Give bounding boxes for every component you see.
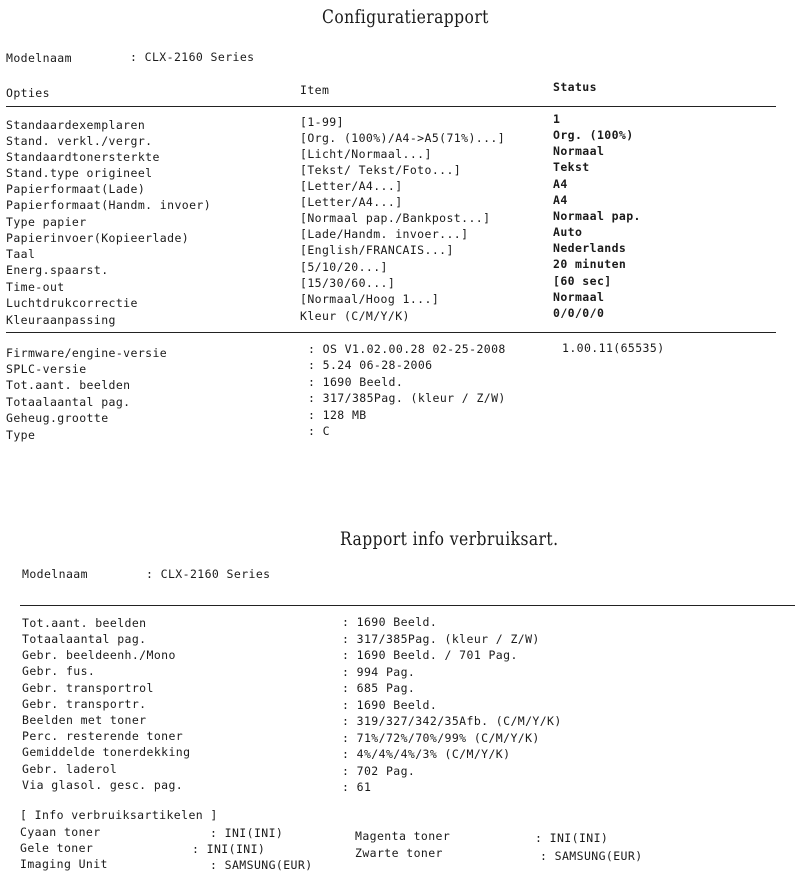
supply-label: Tot.aant. beelden [22, 616, 147, 630]
option-label: Luchtdrukcorrectie [6, 296, 138, 310]
option-status: 20 minuten [553, 257, 627, 271]
option-status: Tekst [553, 160, 590, 174]
info-label: Tot.aant. beelden [6, 378, 131, 392]
option-label: Papierformaat(Handm. invoer) [6, 198, 212, 212]
supply-value: : 994 Pag. [342, 665, 416, 679]
supplies-model-label: Modelnaam [22, 567, 88, 581]
option-status: 1 [553, 112, 561, 126]
model-value: : CLX-2160 Series [130, 50, 255, 64]
option-status: Normaal [553, 290, 605, 304]
info-label: Totaalaantal pag. [6, 395, 131, 409]
option-label: Kleuraanpassing [6, 313, 116, 327]
option-item: [1-99] [300, 115, 344, 129]
option-label: Stand.type origineel [6, 166, 153, 180]
supply-label: Gebr. fus. [22, 664, 96, 678]
consumable-value: : SAMSUNG(EUR) [210, 858, 313, 872]
header-options: Opties [6, 86, 50, 100]
option-label: Taal [6, 247, 36, 261]
supply-label: Via glasol. gesc. pag. [22, 778, 184, 792]
option-item: [Lade/Handm. invoer...] [300, 227, 469, 241]
option-item: [15/30/60...] [300, 276, 396, 290]
supplies-model-value: : CLX-2160 Series [146, 567, 271, 581]
option-label: Energ.spaarst. [6, 263, 109, 277]
info-value: : 128 MB [308, 408, 367, 422]
info-label: Type [6, 428, 36, 442]
option-item: [Licht/Normaal...] [300, 147, 432, 161]
option-item: [Letter/A4...] [300, 179, 403, 193]
info-value: : 5.24 06-28-2006 [308, 358, 433, 372]
option-label: Type papier [6, 215, 87, 229]
supplies-report-title: Rapport info verbruiksart. [340, 528, 559, 550]
supply-label: Gebr. beeldeenh./Mono [22, 648, 176, 662]
consumable-label: Imaging Unit [20, 857, 108, 871]
consumables-info-header: [ Info verbruiksartikelen ] [20, 808, 218, 822]
supply-value: : 1690 Beeld. / 701 Pag. [342, 648, 518, 662]
option-label: Time-out [6, 280, 65, 294]
supply-label: Gebr. transportr. [22, 697, 147, 711]
model-label: Modelnaam [6, 51, 72, 65]
supply-label: Gemiddelde tonerdekking [22, 745, 191, 759]
supply-label: Beelden met toner [22, 713, 147, 727]
supply-value: : 1690 Beeld. [342, 698, 438, 712]
supply-label: Gebr. transportrol [22, 681, 154, 695]
option-item: [English/FRANCAIS...] [300, 243, 454, 257]
consumable-label: Cyaan toner [20, 825, 101, 839]
option-status: Normaal pap. [553, 209, 641, 223]
supply-label: Totaalaantal pag. [22, 632, 147, 646]
option-item: Kleur (C/M/Y/K) [300, 309, 410, 323]
option-item: [Normaal pap./Bankpost...] [300, 211, 491, 225]
info-value: : 317/385Pag. (kleur / Z/W) [308, 391, 506, 405]
supply-value: : 1690 Beeld. [342, 615, 438, 629]
header-divider [6, 106, 776, 107]
option-item: [Org. (100%)/A4->A5(71%)...] [300, 131, 506, 145]
supply-value: : 317/385Pag. (kleur / Z/W) [342, 632, 540, 646]
supply-value: : 71%/72%/70%/99% (C/M/Y/K) [342, 731, 540, 745]
header-status: Status [553, 80, 597, 94]
consumable-value: : SAMSUNG(EUR) [540, 849, 643, 863]
info-label: Firmware/engine-versie [6, 346, 168, 360]
consumable-label: Magenta toner [355, 829, 451, 843]
header-item: Item [300, 83, 330, 97]
consumable-label: Gele toner [20, 841, 94, 855]
option-status: [60 sec] [553, 274, 612, 288]
supplies-divider [20, 605, 795, 606]
consumable-value: : INI(INI) [535, 831, 609, 845]
option-status: Normaal [553, 144, 605, 158]
consumable-value: : INI(INI) [210, 826, 284, 840]
info-label: SPLC-versie [6, 362, 87, 376]
supply-label: Perc. resterende toner [22, 729, 184, 743]
option-status: A4 [553, 193, 568, 207]
option-label: Standaardtonersterkte [6, 150, 160, 164]
supply-value: : 61 [342, 780, 372, 794]
option-label: Papierinvoer(Kopieerlade) [6, 231, 190, 245]
info-value: : C [308, 424, 330, 438]
info-label: Geheug.grootte [6, 411, 109, 425]
option-status: 0/0/0/0 [553, 306, 605, 320]
option-status: Org. (100%) [553, 128, 634, 142]
info-extra: 1.00.11(65535) [562, 341, 665, 355]
option-status: A4 [553, 177, 568, 191]
option-status: Auto [553, 225, 583, 239]
section-divider [6, 332, 776, 333]
option-item: [5/10/20...] [300, 260, 388, 274]
option-label: Standaardexemplaren [6, 118, 146, 132]
supply-value: : 702 Pag. [342, 764, 416, 778]
supply-value: : 685 Pag. [342, 681, 416, 695]
option-item: [Letter/A4...] [300, 195, 403, 209]
option-status: Nederlands [553, 241, 627, 255]
info-value: : OS V1.02.00.28 02-25-2008 [308, 342, 506, 356]
supply-value: : 4%/4%/4%/3% (C/M/Y/K) [342, 747, 511, 761]
supply-value: : 319/327/342/35Afb. (C/M/Y/K) [342, 714, 562, 728]
option-label: Papierformaat(Lade) [6, 182, 146, 196]
option-item: [Normaal/Hoog 1...] [300, 292, 440, 306]
consumable-label: Zwarte toner [355, 846, 443, 860]
option-item: [Tekst/ Tekst/Foto...] [300, 163, 462, 177]
config-report-title: Configuratierapport [322, 6, 489, 28]
supply-label: Gebr. laderol [22, 762, 118, 776]
option-label: Stand. verkl./vergr. [6, 134, 153, 148]
info-value: : 1690 Beeld. [308, 375, 404, 389]
consumable-value: : INI(INI) [192, 842, 266, 856]
